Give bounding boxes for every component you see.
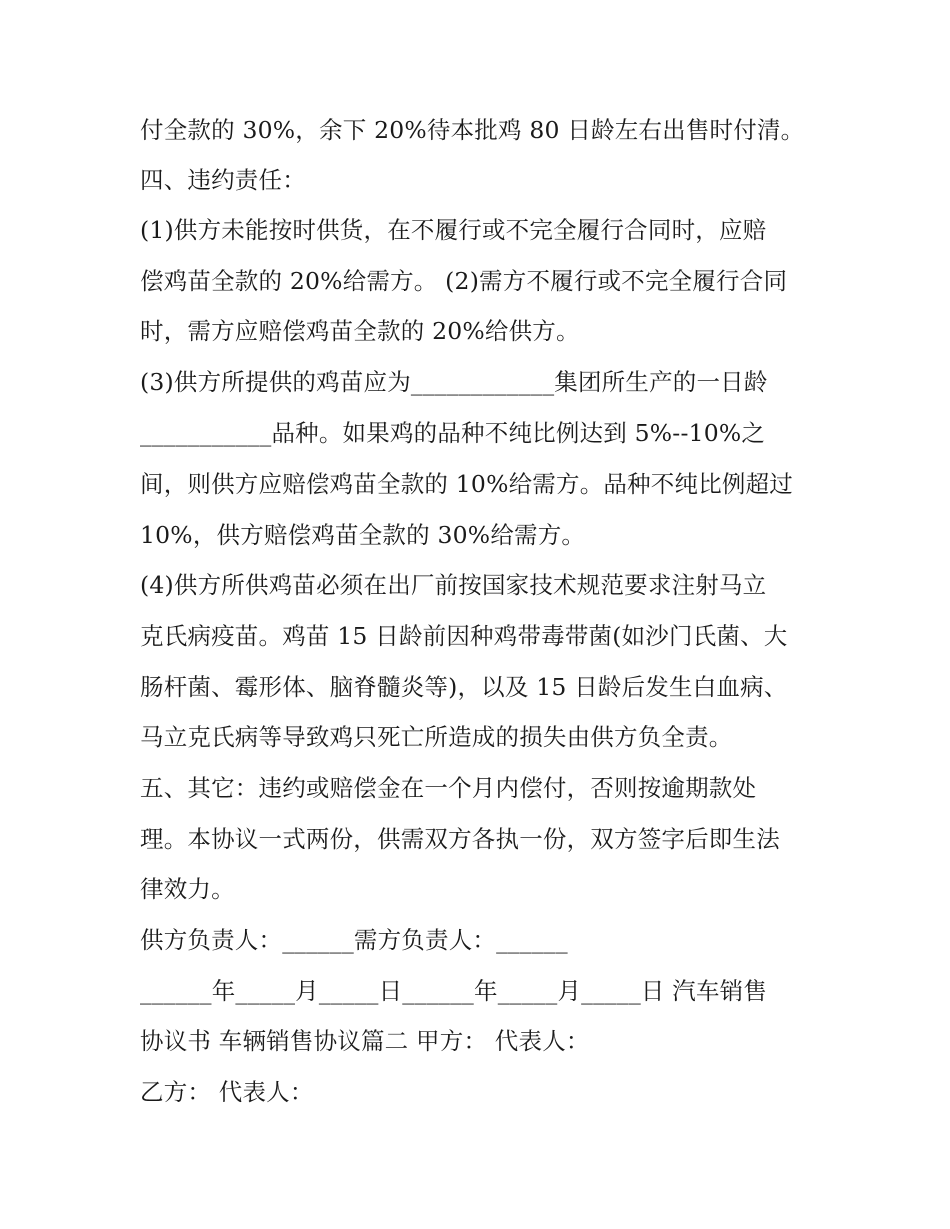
text-line-14: 五、其它：违约或赔偿金在一个月内偿付，否则按逾期款处	[140, 774, 757, 802]
text-line-11: 克氏病疫苗。鸡苗 15 日龄前因种鸡带毒带菌(如沙门氏菌、大	[140, 622, 788, 650]
text-line-20: 乙方： 代表人：	[140, 1078, 314, 1106]
text-line-9: 10%，供方赔偿鸡苗全款的 30%给需方。	[140, 521, 586, 549]
text-line-2: 四、违约责任：	[140, 166, 306, 194]
text-line-12: 肠杆菌、霉形体、脑脊髓炎等)，以及 15 日龄后发生白血病、	[140, 673, 788, 701]
text-line-5: 时，需方应赔偿鸡苗全款的 20%给供方。	[140, 317, 580, 345]
text-line-19: 协议书 车辆销售协议篇二 甲方： 代表人：	[140, 1027, 590, 1055]
text-line-3: (1)供方未能按时供货，在不履行或不完全履行合同时，应赔	[140, 216, 767, 244]
text-line-17: 供方负责人：______需方负责人：______	[140, 926, 568, 954]
text-line-6: (3)供方所提供的鸡苗应为____________集团所生产的一日龄	[140, 368, 768, 396]
text-line-13: 马立克氏病等导致鸡只死亡所造成的损失由供方负全责。	[140, 723, 733, 751]
text-line-18: ______年_____月_____日______年_____月_____日 汽车销售	[140, 977, 768, 1005]
text-line-8: 间，则供方应赔偿鸡苗全款的 10%给需方。品种不纯比例超过	[140, 470, 794, 498]
text-line-4: 偿鸡苗全款的 20%给需方。 (2)需方不履行或不完全履行合同	[140, 267, 788, 295]
text-line-16: 律效力。	[140, 875, 235, 903]
text-line-15: 理。本协议一式两份，供需双方各执一份，双方签字后即生法	[140, 825, 780, 853]
text-line-10: (4)供方所供鸡苗必须在出厂前按国家技术规范要求注射马立	[140, 571, 767, 599]
text-line-7: ___________品种。如果鸡的品种不纯比例达到 5%--10%之	[140, 419, 766, 447]
text-line-1: 付全款的 30%，余下 20%待本批鸡 80 日龄左右出售时付清。	[140, 116, 805, 144]
